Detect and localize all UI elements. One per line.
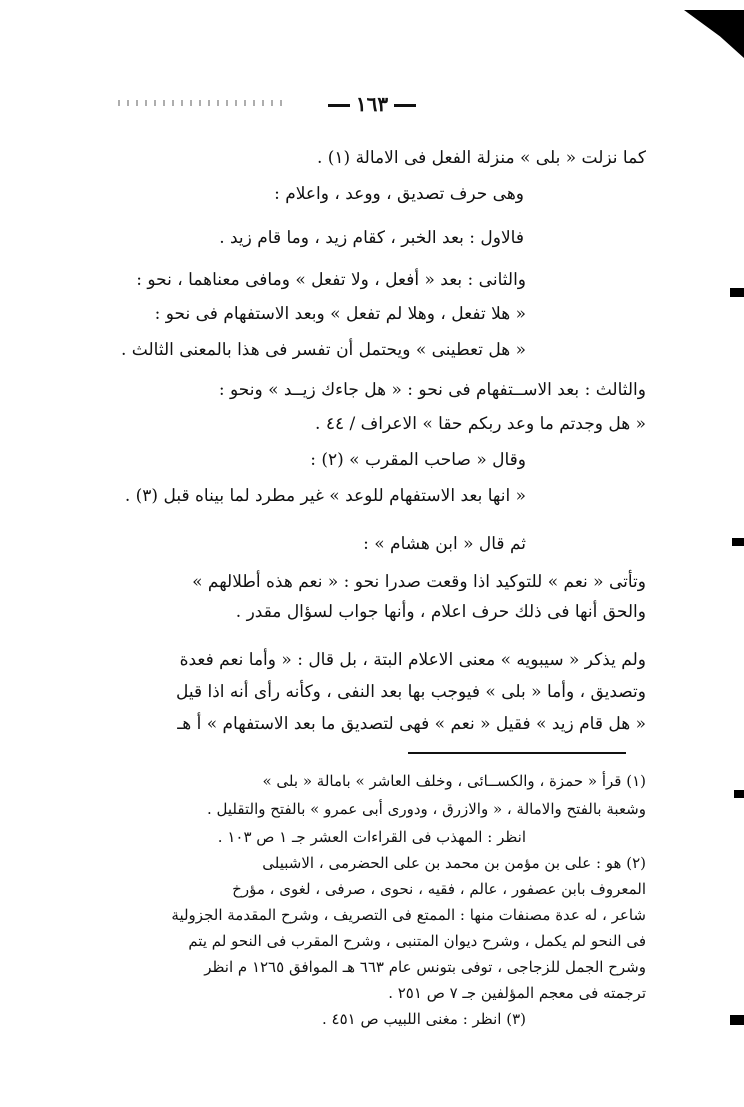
body-line-6: « هل تعطينى » ويحتمل أن تفسر فى هذا بالمعنى الثالث .	[120, 340, 526, 360]
footnote-line-7: فى النحو لم يكمل ، وشرح ديوان المتنبى ، وشرح المقرب فى النحو لم يتم	[188, 932, 646, 950]
scan-edge-mark	[734, 790, 744, 798]
footnote-line-3: انظر : المهذب فى القراءات العشر جـ ١ ص ١٠٣ .	[217, 828, 526, 846]
body-line-16: « هل قام زيد » فقيل « نعم » فهى لتصديق ما بعد الاستفهام » أ هـ	[177, 714, 646, 734]
scan-edge-mark	[730, 1015, 744, 1025]
scan-corner-mark	[684, 10, 744, 58]
body-line-3: فالاول : بعد الخبر ، كقام زيد ، وما قام زيد .	[219, 228, 524, 248]
footnote-line-6: شاعر ، له عدة مصنفات منها : الممتع فى التصريف ، وشرح المقدمة الجزولية	[171, 906, 646, 924]
body-line-5: « هلا تفعل ، وهلا لم تفعل » وبعد الاستفهام فى نحو :	[154, 304, 526, 324]
body-line-14: ولم يذكر « سيبويه » معنى الاعلام البتة ، بل قال : « وأما نعم فعدة	[179, 650, 646, 670]
page-number-text: ١٦٣	[355, 92, 389, 116]
body-line-8: « هل وجدتم ما وعد ربكم حقا » الاعراف / ٤٤ .	[315, 414, 646, 434]
footnote-line-9: ترجمته فى معجم المؤلفين جـ ٧ ص ٢٥١ .	[388, 984, 646, 1002]
body-line-1: كما نزلت « بلى » منزلة الفعل فى الامالة (١) .	[316, 148, 646, 168]
footnote-separator	[408, 752, 626, 754]
body-line-2: وهى حرف تصديق ، ووعد ، واعلام :	[274, 184, 524, 204]
footnote-line-10: (٣) انظر : مغنى اللبيب ص ٤٥١ .	[322, 1010, 526, 1028]
page-number	[0, 92, 744, 116]
scan-edge-mark	[732, 538, 744, 546]
scan-edge-mark	[730, 288, 744, 297]
body-line-15: وتصديق ، وأما « بلى » فيوجب بها بعد النفى ، وكأنه رأى أنه اذا قيل	[175, 682, 646, 702]
body-line-11: ثم قال « ابن هشام » :	[363, 534, 526, 554]
footnote-line-5: المعروف بابن عصفور ، عالم ، فقيه ، نحوى ، صرفى ، لغوى ، مؤرخ	[232, 880, 646, 898]
footnote-line-2: وشعبة بالفتح والامالة ، « والازرق ، ودورى أبى عمرو » بالفتح والتقليل .	[207, 800, 646, 818]
footnote-line-1: (١) قرأ « حمزة ، والكســائى ، وخلف العاشر » بامالة « بلى »	[262, 772, 646, 790]
body-line-10: « انها بعد الاستفهام للوعد » غير مطرد لما بيناه قبل (٣) .	[124, 486, 526, 506]
body-line-9: وقال « صاحب المقرب » (٢) :	[310, 450, 526, 470]
body-line-4: والثانى : بعد « أفعل ، ولا تفعل » ومافى معناهما ، نحو :	[136, 270, 526, 290]
footnote-line-8: وشرح الجمل للزجاجى ، توفى بتونس عام ٦٦٣ هـ الموافق ١٢٦٥ م انظر	[204, 958, 646, 976]
body-line-13: والحق أنها فى ذلك حرف اعلام ، وأنها جواب لسؤال مقدر .	[235, 602, 646, 622]
body-line-12: وتأتى « نعم » للتوكيد اذا وقعت صدرا نحو : « نعم هذه أطلالهم »	[192, 572, 646, 592]
footnote-line-4: (٢) هو : على بن مؤمن بن محمد بن على الحضرمى ، الاشبيلى	[262, 854, 646, 872]
body-line-7: والثالث : بعد الاســتفهام فى نحو : « هل جاءك زيــد » ونحو :	[218, 380, 646, 400]
